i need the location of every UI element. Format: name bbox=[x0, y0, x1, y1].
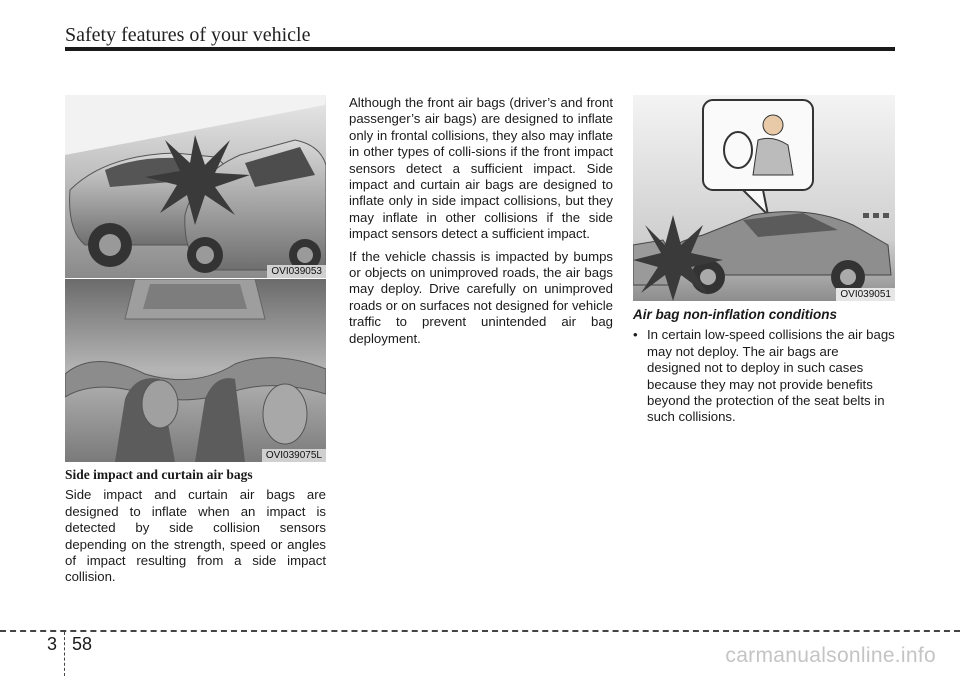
frontal-collision-illustration bbox=[633, 95, 895, 301]
footer-rule bbox=[0, 630, 960, 632]
figure-code-frontal: OVI039051 bbox=[836, 288, 895, 301]
curtain-airbag-illustration bbox=[65, 279, 326, 462]
section-heading-side-curtain: Side impact and curtain air bags bbox=[65, 467, 253, 482]
curtain-airbag-graphic bbox=[65, 279, 326, 462]
frontal-collision-graphic bbox=[633, 95, 895, 301]
figure-code-crash: OVI039053 bbox=[267, 265, 326, 278]
left-column bbox=[65, 467, 326, 592]
header-rule bbox=[65, 47, 895, 51]
crash-illustration bbox=[65, 95, 326, 278]
middle-paragraph-1: Although the front air bags (driver’s and front passenger’s air bags) are designed to inflate only in frontal collisions, they also may inflate in other types of colli-sions if the front impact sensors detect a sufficient impact. Side impact and curtain air bags are designed to inflate only in side impact collisions, but they may inflate in other collisions if the side impact sensors detect a sufficient impact. bbox=[349, 95, 613, 242]
middle-column bbox=[349, 95, 613, 353]
figure-code-interior: OVI039075L bbox=[262, 449, 326, 462]
left-body-paragraph: Side impact and curtain air bags are designed to inflate when an impact is detected by side collision sensors depending on the strength, speed or angles of impact resulting from a side impact collision. bbox=[65, 487, 326, 585]
middle-paragraph-2: If the vehicle chassis is impacted by bumps or objects on unimproved roads, the air bags may deploy. Drive carefully on unimproved roads or on surfaces not designed for vehicle traffic to prevent unintended air bag deployment. bbox=[349, 248, 613, 346]
page-number: 58 bbox=[72, 634, 93, 654]
watermark: carmanualsonline.info bbox=[725, 644, 936, 667]
section-heading-non-inflation: Air bag non-inflation conditions bbox=[633, 307, 837, 322]
chapter-number: 3 bbox=[47, 634, 58, 654]
right-column bbox=[633, 307, 895, 426]
bullet-text: In certain low-speed collisions the air bags may not deploy. The air bags are designed not to deploy in such cases because they may not provide benefits beyond the protection of the seat belts in such collisions. bbox=[647, 327, 895, 425]
crash-illustration-graphic bbox=[65, 95, 326, 278]
bullet-marker: • bbox=[633, 327, 638, 343]
list-item bbox=[633, 327, 895, 425]
footer-divider bbox=[64, 632, 65, 676]
page-header-title: Safety features of your vehicle bbox=[65, 24, 311, 46]
